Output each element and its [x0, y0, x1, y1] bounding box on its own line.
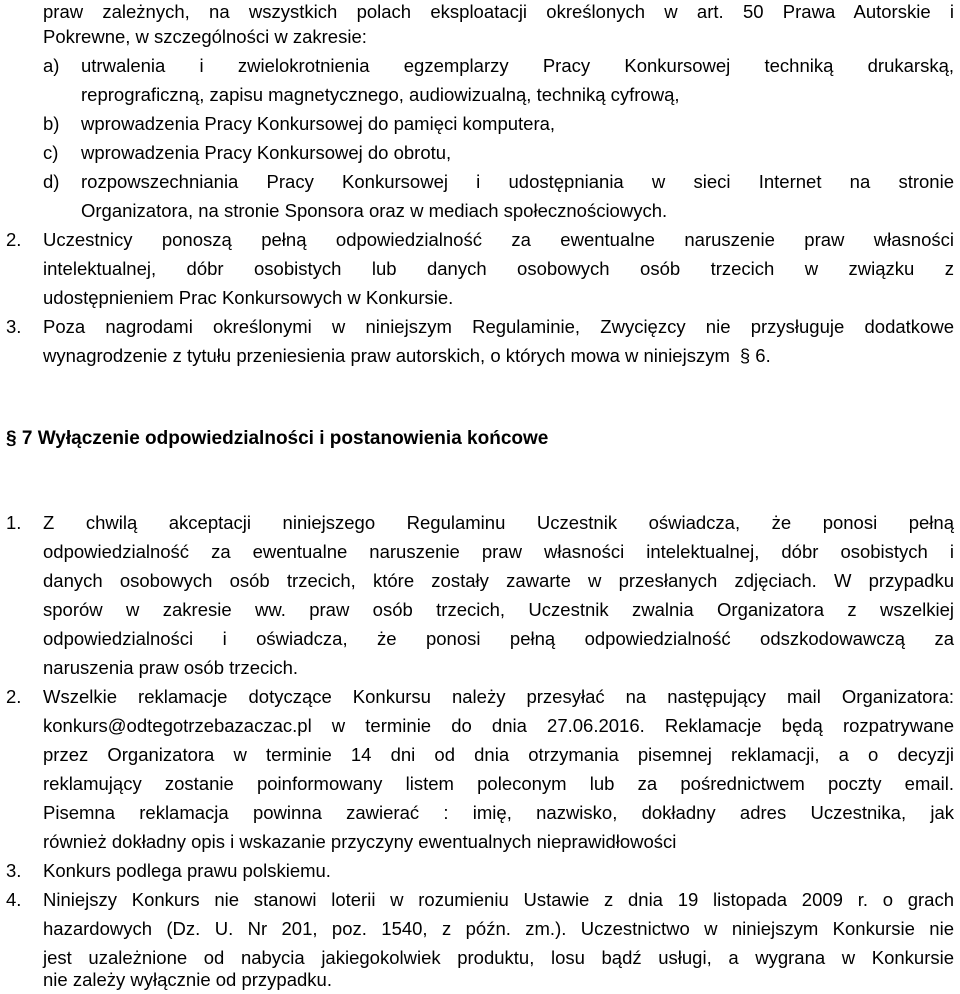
list-d-line-2: Organizatora, na stronie Sponsora oraz w mediach społecznościowych.	[81, 200, 668, 221]
list-marker-c: c)	[43, 142, 59, 163]
item-2-line-1: Uczestnicy ponoszą pełną odpowiedzialność za ewentualne naruszenie praw własności	[43, 229, 954, 250]
s7-item-1-line-1: Z chwilą akceptacji niniejszego Regulaminu Uczestnik oświadcza, że ponosi pełną	[43, 512, 954, 533]
s7-item-2-line-4: reklamujący zostanie poinformowany listem poleconym lub za pośrednictwem poczty email.	[43, 773, 954, 794]
s7-item-4-line-4: nie zależy wyłącznie od przypadku.	[43, 969, 332, 990]
s7-item-2-line-5: Pisemna reklamacja powinna zawierać : imię, nazwisko, dokładny adres Uczestnika, jak	[43, 802, 954, 823]
list-b-text: wprowadzenia Pracy Konkursowej do pamięci komputera,	[81, 113, 556, 134]
list-a-line-2: reprograficzną, zapisu magnetycznego, audiowizualną, techniką cyfrową,	[81, 84, 680, 105]
s7-item-2-line-2: konkurs@odtegotrzebazaczac.pl w terminie do dnia 27.06.2016. Reklamacje będą rozpatrywane	[43, 715, 954, 736]
s7-item-2-line-3: przez Organizatora w terminie 14 dni od dnia otrzymania pisemnej reklamacji, a o decyzji	[43, 744, 954, 765]
list-d-line-1: rozpowszechniania Pracy Konkursowej i udostępniania w sieci Internet na stronie	[81, 171, 954, 192]
list-a-line-1: utrwalenia i zwielokrotnienia egzemplarzy Pracy Konkursowej techniką drukarską,	[81, 55, 954, 76]
list-marker-d: d)	[43, 171, 60, 192]
item-3-marker: 3.	[6, 316, 22, 337]
intro-line-2: Pokrewne, w szczególności w zakresie:	[43, 26, 367, 47]
s7-item-4-line-1: Niniejszy Konkurs nie stanowi loterii w rozumieniu Ustawie z dnia 19 listopada 2009 r. o grach	[43, 889, 954, 910]
list-marker-b: b)	[43, 113, 60, 134]
intro-line-1: praw zależnych, na wszystkich polach eksploatacji określonych w art. 50 Prawa Autorskie i	[43, 1, 954, 22]
list-marker-a: a)	[43, 55, 60, 76]
s7-item-3-text: Konkurs podlega prawu polskiemu.	[43, 860, 331, 881]
s7-item-2-marker: 2.	[6, 686, 22, 707]
s7-item-1-line-4: sporów w zakresie ww. praw osób trzecich, Uczestnik zwalnia Organizatora z wszelkiej	[43, 599, 954, 620]
s7-item-1-marker: 1.	[6, 512, 22, 533]
item-3-line-2: wynagrodzenie z tytułu przeniesienia praw autorskich, o których mowa w niniejszym	[43, 345, 730, 366]
section-reference: § 6.	[739, 345, 771, 366]
item-3-line-2-wrap	[43, 341, 960, 370]
s7-item-1-line-2: odpowiedzialność za ewentualne naruszenie praw własności intelektualnej, dóbr osobistych i	[43, 541, 954, 562]
item-2-marker: 2.	[6, 229, 22, 250]
s7-item-3-marker: 3.	[6, 860, 22, 881]
item-2-line-2: intelektualnej, dóbr osobistych lub danych osobowych osób trzecich w związku z	[43, 258, 954, 279]
s7-item-4-marker: 4.	[6, 889, 22, 910]
s7-item-1-line-5: odpowiedzialności i oświadcza, że ponosi pełną odpowiedzialność odszkodowawczą za	[43, 628, 954, 649]
item-3-line-1: Poza nagrodami określonymi w niniejszym Regulaminie, Zwycięzcy nie przysługuje dodatkowe	[43, 316, 954, 337]
list-c-text: wprowadzenia Pracy Konkursowej do obrotu,	[81, 142, 452, 163]
section-heading: § 7 Wyłączenie odpowiedzialności i postanowienia końcowe	[6, 428, 549, 449]
item-2-line-3: udostępnieniem Prac Konkursowych w Konkursie.	[43, 287, 454, 308]
s7-item-4-line-2: hazardowych (Dz. U. Nr 201, poz. 1540, z późn. zm.). Uczestnictwo w niniejszym Konkursie nie	[43, 918, 954, 939]
s7-item-2-line-1: Wszelkie reklamacje dotyczące Konkursu należy przesyłać na następujący mail Organizatora:	[43, 686, 954, 707]
s7-item-1-line-3: danych osobowych osób trzecich, które zostały zawarte w przesłanych zdjęciach. W przypadku	[43, 570, 954, 591]
s7-item-2-line-6: również dokładny opis i wskazanie przyczyny ewentualnych nieprawidłowości	[43, 831, 677, 852]
s7-item-4-line-3: jest uzależnione od nabycia jakiegokolwiek produktu, losu bądź usługi, a wygrana w Konkursie	[43, 947, 954, 968]
s7-item-1-line-6: naruszenia praw osób trzecich.	[43, 657, 299, 678]
